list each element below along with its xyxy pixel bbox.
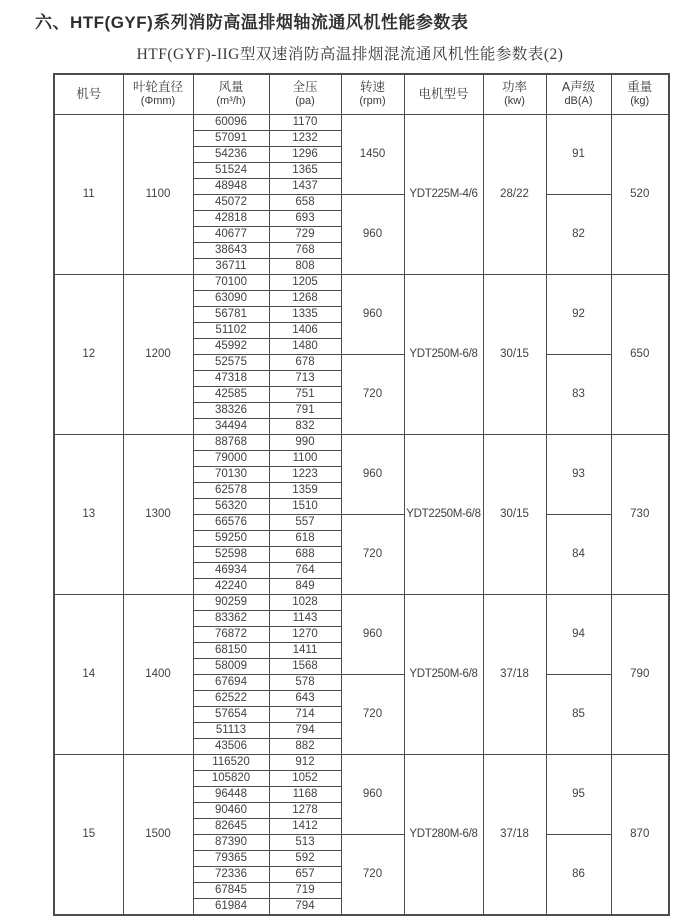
column-header-unit: dB(A) — [564, 95, 593, 108]
cell-total-pressure: 1568 — [269, 658, 341, 674]
page-title: 六、HTF(GYF)系列消防高温排烟轴流通风机性能参数表 — [35, 13, 469, 32]
column-header-unit: (Φmm) — [140, 95, 176, 108]
cell-airflow: 79365 — [193, 850, 269, 866]
cell-total-pressure: 1406 — [269, 322, 341, 338]
cell-total-pressure: 1278 — [269, 802, 341, 818]
cell-total-pressure: 557 — [269, 514, 341, 530]
cell-weight: 730 — [611, 434, 669, 594]
cell-total-pressure: 990 — [269, 434, 341, 450]
cell-power: 30/15 — [483, 274, 546, 434]
cell-airflow: 82645 — [193, 818, 269, 834]
cell-total-pressure: 808 — [269, 258, 341, 274]
cell-total-pressure: 688 — [269, 546, 341, 562]
cell-rpm: 960 — [341, 194, 404, 274]
cell-airflow: 48948 — [193, 178, 269, 194]
column-header — [123, 74, 193, 114]
cell-rpm: 720 — [341, 674, 404, 754]
cell-airflow: 43506 — [193, 738, 269, 754]
cell-noise-level: 84 — [546, 514, 611, 594]
cell-impeller-diameter: 1500 — [123, 754, 193, 915]
cell-impeller-diameter: 1200 — [123, 274, 193, 434]
cell-airflow: 34494 — [193, 418, 269, 434]
cell-total-pressure: 1143 — [269, 610, 341, 626]
cell-airflow: 96448 — [193, 786, 269, 802]
cell-total-pressure: 1411 — [269, 642, 341, 658]
column-header-label: 转速 — [359, 80, 385, 95]
cell-airflow: 70130 — [193, 466, 269, 482]
cell-total-pressure: 1480 — [269, 338, 341, 354]
cell-rpm: 720 — [341, 514, 404, 594]
column-header — [341, 74, 404, 114]
column-header-unit: (kw) — [504, 95, 525, 108]
table-row — [54, 434, 669, 450]
cell-total-pressure: 832 — [269, 418, 341, 434]
column-header-label: 电机型号 — [418, 86, 469, 101]
cell-fan-no: 14 — [54, 594, 123, 754]
column-header — [546, 74, 611, 114]
cell-airflow: 40677 — [193, 226, 269, 242]
cell-airflow: 66576 — [193, 514, 269, 530]
cell-airflow: 51524 — [193, 162, 269, 178]
cell-fan-no: 13 — [54, 434, 123, 594]
cell-airflow: 51102 — [193, 322, 269, 338]
column-header — [193, 74, 269, 114]
cell-power: 37/18 — [483, 594, 546, 754]
cell-total-pressure: 729 — [269, 226, 341, 242]
cell-airflow: 56320 — [193, 498, 269, 514]
cell-airflow: 51113 — [193, 722, 269, 738]
cell-airflow: 57654 — [193, 706, 269, 722]
cell-airflow: 62578 — [193, 482, 269, 498]
cell-airflow: 42818 — [193, 210, 269, 226]
cell-total-pressure: 618 — [269, 530, 341, 546]
column-header-unit: (pa) — [295, 95, 315, 108]
cell-total-pressure: 849 — [269, 578, 341, 594]
cell-motor-model: YDT250M-6/8 — [404, 274, 483, 434]
column-header-label: 重量 — [627, 80, 653, 95]
cell-airflow: 63090 — [193, 290, 269, 306]
cell-airflow: 60096 — [193, 114, 269, 130]
cell-total-pressure: 719 — [269, 882, 341, 898]
cell-airflow: 61984 — [193, 898, 269, 915]
cell-airflow: 54236 — [193, 146, 269, 162]
table-header — [54, 74, 669, 114]
column-header — [404, 74, 483, 114]
column-header-unit: (rpm) — [359, 95, 386, 108]
cell-fan-no: 15 — [54, 754, 123, 915]
cell-airflow: 52598 — [193, 546, 269, 562]
cell-airflow: 76872 — [193, 626, 269, 642]
cell-rpm: 960 — [341, 274, 404, 354]
cell-impeller-diameter: 1100 — [123, 114, 193, 274]
cell-total-pressure: 1232 — [269, 130, 341, 146]
column-header — [269, 74, 341, 114]
cell-total-pressure: 764 — [269, 562, 341, 578]
cell-total-pressure: 1223 — [269, 466, 341, 482]
cell-total-pressure: 1412 — [269, 818, 341, 834]
header-row — [54, 74, 669, 114]
cell-total-pressure: 693 — [269, 210, 341, 226]
cell-noise-level: 94 — [546, 594, 611, 674]
cell-weight: 650 — [611, 274, 669, 434]
column-header-label: 功率 — [501, 80, 527, 95]
cell-airflow: 52575 — [193, 354, 269, 370]
cell-power: 28/22 — [483, 114, 546, 274]
cell-airflow: 57091 — [193, 130, 269, 146]
column-header-unit: (kg) — [630, 95, 650, 108]
cell-airflow: 42240 — [193, 578, 269, 594]
cell-weight: 520 — [611, 114, 669, 274]
cell-motor-model: YDT250M-6/8 — [404, 594, 483, 754]
cell-noise-level: 93 — [546, 434, 611, 514]
table-row — [54, 114, 669, 130]
column-header — [54, 74, 123, 114]
cell-total-pressure: 678 — [269, 354, 341, 370]
cell-total-pressure: 1365 — [269, 162, 341, 178]
cell-total-pressure: 714 — [269, 706, 341, 722]
table-subtitle: HTF(GYF)-IIG型双速消防高温排烟混流通风机性能参数表(2) — [136, 46, 564, 63]
cell-airflow: 47318 — [193, 370, 269, 386]
cell-airflow: 68150 — [193, 642, 269, 658]
cell-weight: 790 — [611, 594, 669, 754]
cell-total-pressure: 1510 — [269, 498, 341, 514]
cell-power: 37/18 — [483, 754, 546, 915]
column-header-label: 叶轮直径 — [132, 80, 183, 95]
cell-total-pressure: 1296 — [269, 146, 341, 162]
cell-total-pressure: 794 — [269, 898, 341, 915]
cell-total-pressure: 1205 — [269, 274, 341, 290]
cell-motor-model: YDT225M-4/6 — [404, 114, 483, 274]
cell-total-pressure: 1052 — [269, 770, 341, 786]
cell-total-pressure: 1268 — [269, 290, 341, 306]
cell-total-pressure: 578 — [269, 674, 341, 690]
cell-motor-model: YDT280M-6/8 — [404, 754, 483, 915]
cell-total-pressure: 882 — [269, 738, 341, 754]
cell-total-pressure: 1168 — [269, 786, 341, 802]
cell-fan-no: 11 — [54, 114, 123, 274]
column-header-label: 机号 — [76, 86, 102, 101]
cell-total-pressure: 713 — [269, 370, 341, 386]
cell-airflow: 38326 — [193, 402, 269, 418]
cell-airflow: 83362 — [193, 610, 269, 626]
cell-airflow: 38643 — [193, 242, 269, 258]
column-header — [611, 74, 669, 114]
cell-noise-level: 82 — [546, 194, 611, 274]
cell-airflow: 45992 — [193, 338, 269, 354]
cell-total-pressure: 1437 — [269, 178, 341, 194]
cell-rpm: 960 — [341, 434, 404, 514]
cell-total-pressure: 657 — [269, 866, 341, 882]
column-header-unit: (m³/h) — [216, 95, 246, 108]
cell-rpm: 960 — [341, 594, 404, 674]
cell-motor-model: YDT2250M-6/8 — [404, 434, 483, 594]
cell-airflow: 105820 — [193, 770, 269, 786]
cell-airflow: 88768 — [193, 434, 269, 450]
cell-airflow: 56781 — [193, 306, 269, 322]
cell-total-pressure: 768 — [269, 242, 341, 258]
cell-noise-level: 83 — [546, 354, 611, 434]
cell-total-pressure: 791 — [269, 402, 341, 418]
cell-airflow: 42585 — [193, 386, 269, 402]
cell-total-pressure: 592 — [269, 850, 341, 866]
cell-airflow: 59250 — [193, 530, 269, 546]
cell-total-pressure: 751 — [269, 386, 341, 402]
cell-rpm: 720 — [341, 834, 404, 915]
table-row — [54, 274, 669, 290]
table-row — [54, 594, 669, 610]
cell-airflow: 36711 — [193, 258, 269, 274]
table-body — [54, 114, 669, 915]
cell-airflow: 46934 — [193, 562, 269, 578]
cell-noise-level: 85 — [546, 674, 611, 754]
cell-airflow: 67845 — [193, 882, 269, 898]
cell-airflow: 116520 — [193, 754, 269, 770]
cell-rpm: 720 — [341, 354, 404, 434]
cell-total-pressure: 643 — [269, 690, 341, 706]
cell-total-pressure: 794 — [269, 722, 341, 738]
cell-airflow: 72336 — [193, 866, 269, 882]
cell-total-pressure: 1170 — [269, 114, 341, 130]
cell-total-pressure: 1028 — [269, 594, 341, 610]
cell-airflow: 67694 — [193, 674, 269, 690]
cell-total-pressure: 513 — [269, 834, 341, 850]
cell-fan-no: 12 — [54, 274, 123, 434]
cell-airflow: 45072 — [193, 194, 269, 210]
cell-airflow: 62522 — [193, 690, 269, 706]
column-header-label: 风量 — [218, 80, 244, 95]
column-header-label: 全压 — [292, 80, 318, 95]
cell-total-pressure: 912 — [269, 754, 341, 770]
cell-airflow: 90259 — [193, 594, 269, 610]
cell-airflow: 79000 — [193, 450, 269, 466]
cell-noise-level: 91 — [546, 114, 611, 194]
column-header-label: A声级 — [561, 80, 596, 95]
cell-noise-level: 95 — [546, 754, 611, 834]
cell-airflow: 87390 — [193, 834, 269, 850]
cell-total-pressure: 658 — [269, 194, 341, 210]
cell-noise-level: 92 — [546, 274, 611, 354]
cell-impeller-diameter: 1400 — [123, 594, 193, 754]
column-header — [483, 74, 546, 114]
cell-airflow: 58009 — [193, 658, 269, 674]
cell-power: 30/15 — [483, 434, 546, 594]
table-row — [54, 754, 669, 770]
cell-total-pressure: 1100 — [269, 450, 341, 466]
cell-total-pressure: 1335 — [269, 306, 341, 322]
cell-impeller-diameter: 1300 — [123, 434, 193, 594]
cell-airflow: 70100 — [193, 274, 269, 290]
cell-total-pressure: 1270 — [269, 626, 341, 642]
cell-noise-level: 86 — [546, 834, 611, 915]
cell-total-pressure: 1359 — [269, 482, 341, 498]
cell-weight: 870 — [611, 754, 669, 915]
fan-performance-table — [53, 73, 670, 916]
cell-rpm: 960 — [341, 754, 404, 834]
cell-airflow: 90460 — [193, 802, 269, 818]
cell-rpm: 1450 — [341, 114, 404, 194]
